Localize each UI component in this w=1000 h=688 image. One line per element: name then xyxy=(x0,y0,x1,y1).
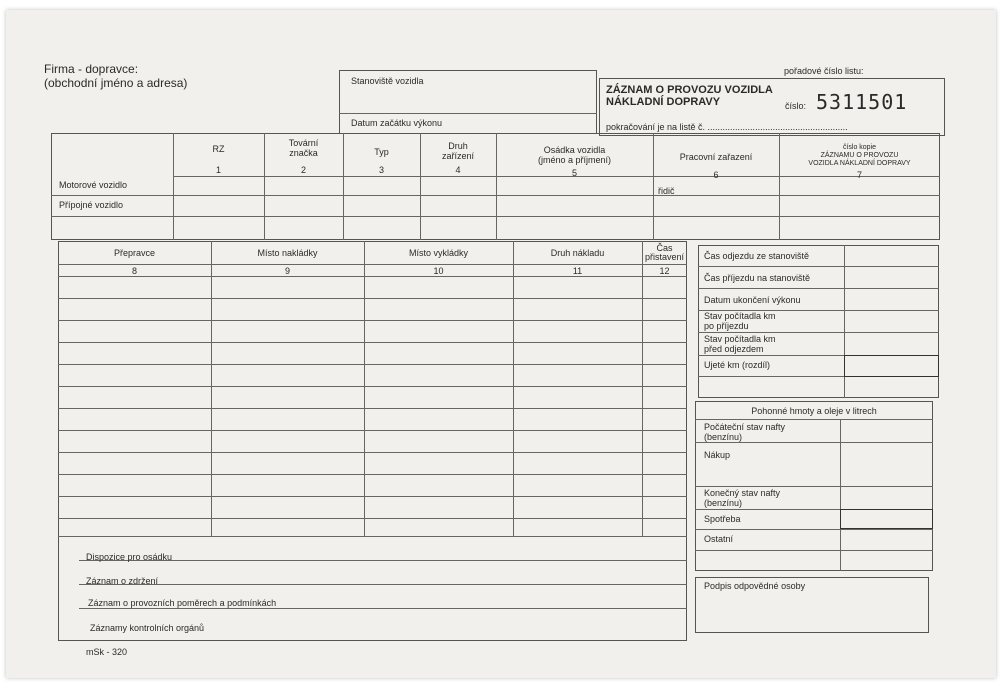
other-label: Ostatní xyxy=(704,534,734,544)
col-header-crew: Osádka vozidla (jméno a příjmení) xyxy=(537,145,612,165)
col-header-cargo-type: Druh nákladu xyxy=(550,248,605,258)
firm-label xyxy=(44,62,187,90)
col-header-arrival-time: Čas přistavení xyxy=(644,243,685,262)
record-number-label: číslo: xyxy=(785,101,807,111)
col-num-3: 3 xyxy=(378,165,384,175)
col-num-2: 2 xyxy=(300,165,306,175)
col-header-brand: Tovární značka xyxy=(288,138,319,158)
col-header-loading-place: Místo nakládky xyxy=(257,248,318,258)
col-header-type: Typ xyxy=(374,147,389,157)
serial-number-label: pořadové číslo listu: xyxy=(784,66,864,76)
footer-row-operating-conditions: Záznam o provozních poměrech a podmínkách xyxy=(88,598,277,608)
fuel-box-title: Pohonné hmoty a oleje v litrech xyxy=(751,406,877,416)
km-after-arrival-label: Stav počítadla km po příjezdu xyxy=(704,311,776,331)
start-date-label: Datum začátku výkonu xyxy=(351,118,443,128)
signature-label: Podpis odpovědné osoby xyxy=(704,581,806,591)
col-header-copy: číslo kopie ZÁZNAMU O PROVOZU VOZIDLA NÁKLADNÍ DOPRAVY xyxy=(808,144,911,167)
firm-label-line1: Firma - dopravce: xyxy=(44,62,139,76)
arrival-time-label: Čas příjezdu na stanoviště xyxy=(704,273,811,283)
end-date-label: Datum ukončení výkonu xyxy=(704,295,801,305)
final-fuel-label: Konečný stav nafty (benzínu) xyxy=(704,488,781,508)
col-header-carrier: Přepravce xyxy=(113,248,156,258)
record-title-line1: ZÁZNAM O PROVOZU VOZIDLA xyxy=(606,84,773,96)
col-num-8: 8 xyxy=(131,266,137,276)
row-label-trailer: Přípojné vozidlo xyxy=(59,200,124,210)
row-label-motor-vehicle: Motorové vozidlo xyxy=(59,180,128,190)
col-num-5: 5 xyxy=(571,168,577,178)
record-title xyxy=(606,84,773,108)
col-num-1: 1 xyxy=(215,165,221,175)
col-num-10: 10 xyxy=(433,266,444,276)
col-num-4: 4 xyxy=(455,165,461,175)
consumption-label: Spotřeba xyxy=(704,514,741,524)
form-code: mSk - 320 xyxy=(86,647,128,657)
col-num-6: 6 xyxy=(713,170,719,180)
footer-row-crew-instructions: Dispozice pro osádku xyxy=(86,552,173,562)
col-header-position: Pracovní zařazení xyxy=(679,152,753,162)
firm-label-line2: (obchodní jméno a adresa) xyxy=(44,76,188,90)
col-header-device: Druh zařízení xyxy=(441,141,474,161)
col-num-11: 11 xyxy=(572,266,583,276)
continued-sheet-label: pokračování je na listě č. ........................................................ xyxy=(606,122,848,132)
col-num-9: 9 xyxy=(284,266,290,276)
form-sheet xyxy=(6,10,996,678)
col-header-unloading-place: Místo vykládky xyxy=(408,248,468,258)
footer-row-inspection-records: Záznamy kontrolních orgánů xyxy=(90,623,205,633)
initial-fuel-label: Počáteční stav nafty (benzínu) xyxy=(704,422,786,442)
record-title-line2: NÁKLADNÍ DOPRAVY xyxy=(606,96,721,108)
record-number: 5311501 xyxy=(816,90,908,114)
km-driven-label: Ujeté km (rozdíl) xyxy=(704,360,771,370)
vehicle-base-label: Stanoviště vozidla xyxy=(351,76,424,86)
col-num-7: 7 xyxy=(856,170,862,180)
purchase-label: Nákup xyxy=(704,450,731,460)
km-before-departure-label: Stav počítadla km před odjezdem xyxy=(704,334,776,354)
departure-time-label: Čas odjezdu ze stanoviště xyxy=(704,251,810,261)
driver-label: řidič xyxy=(658,186,675,196)
col-num-12: 12 xyxy=(659,266,670,276)
footer-row-delay-record: Záznam o zdržení xyxy=(86,576,159,586)
col-header-rz: RZ xyxy=(212,144,225,154)
